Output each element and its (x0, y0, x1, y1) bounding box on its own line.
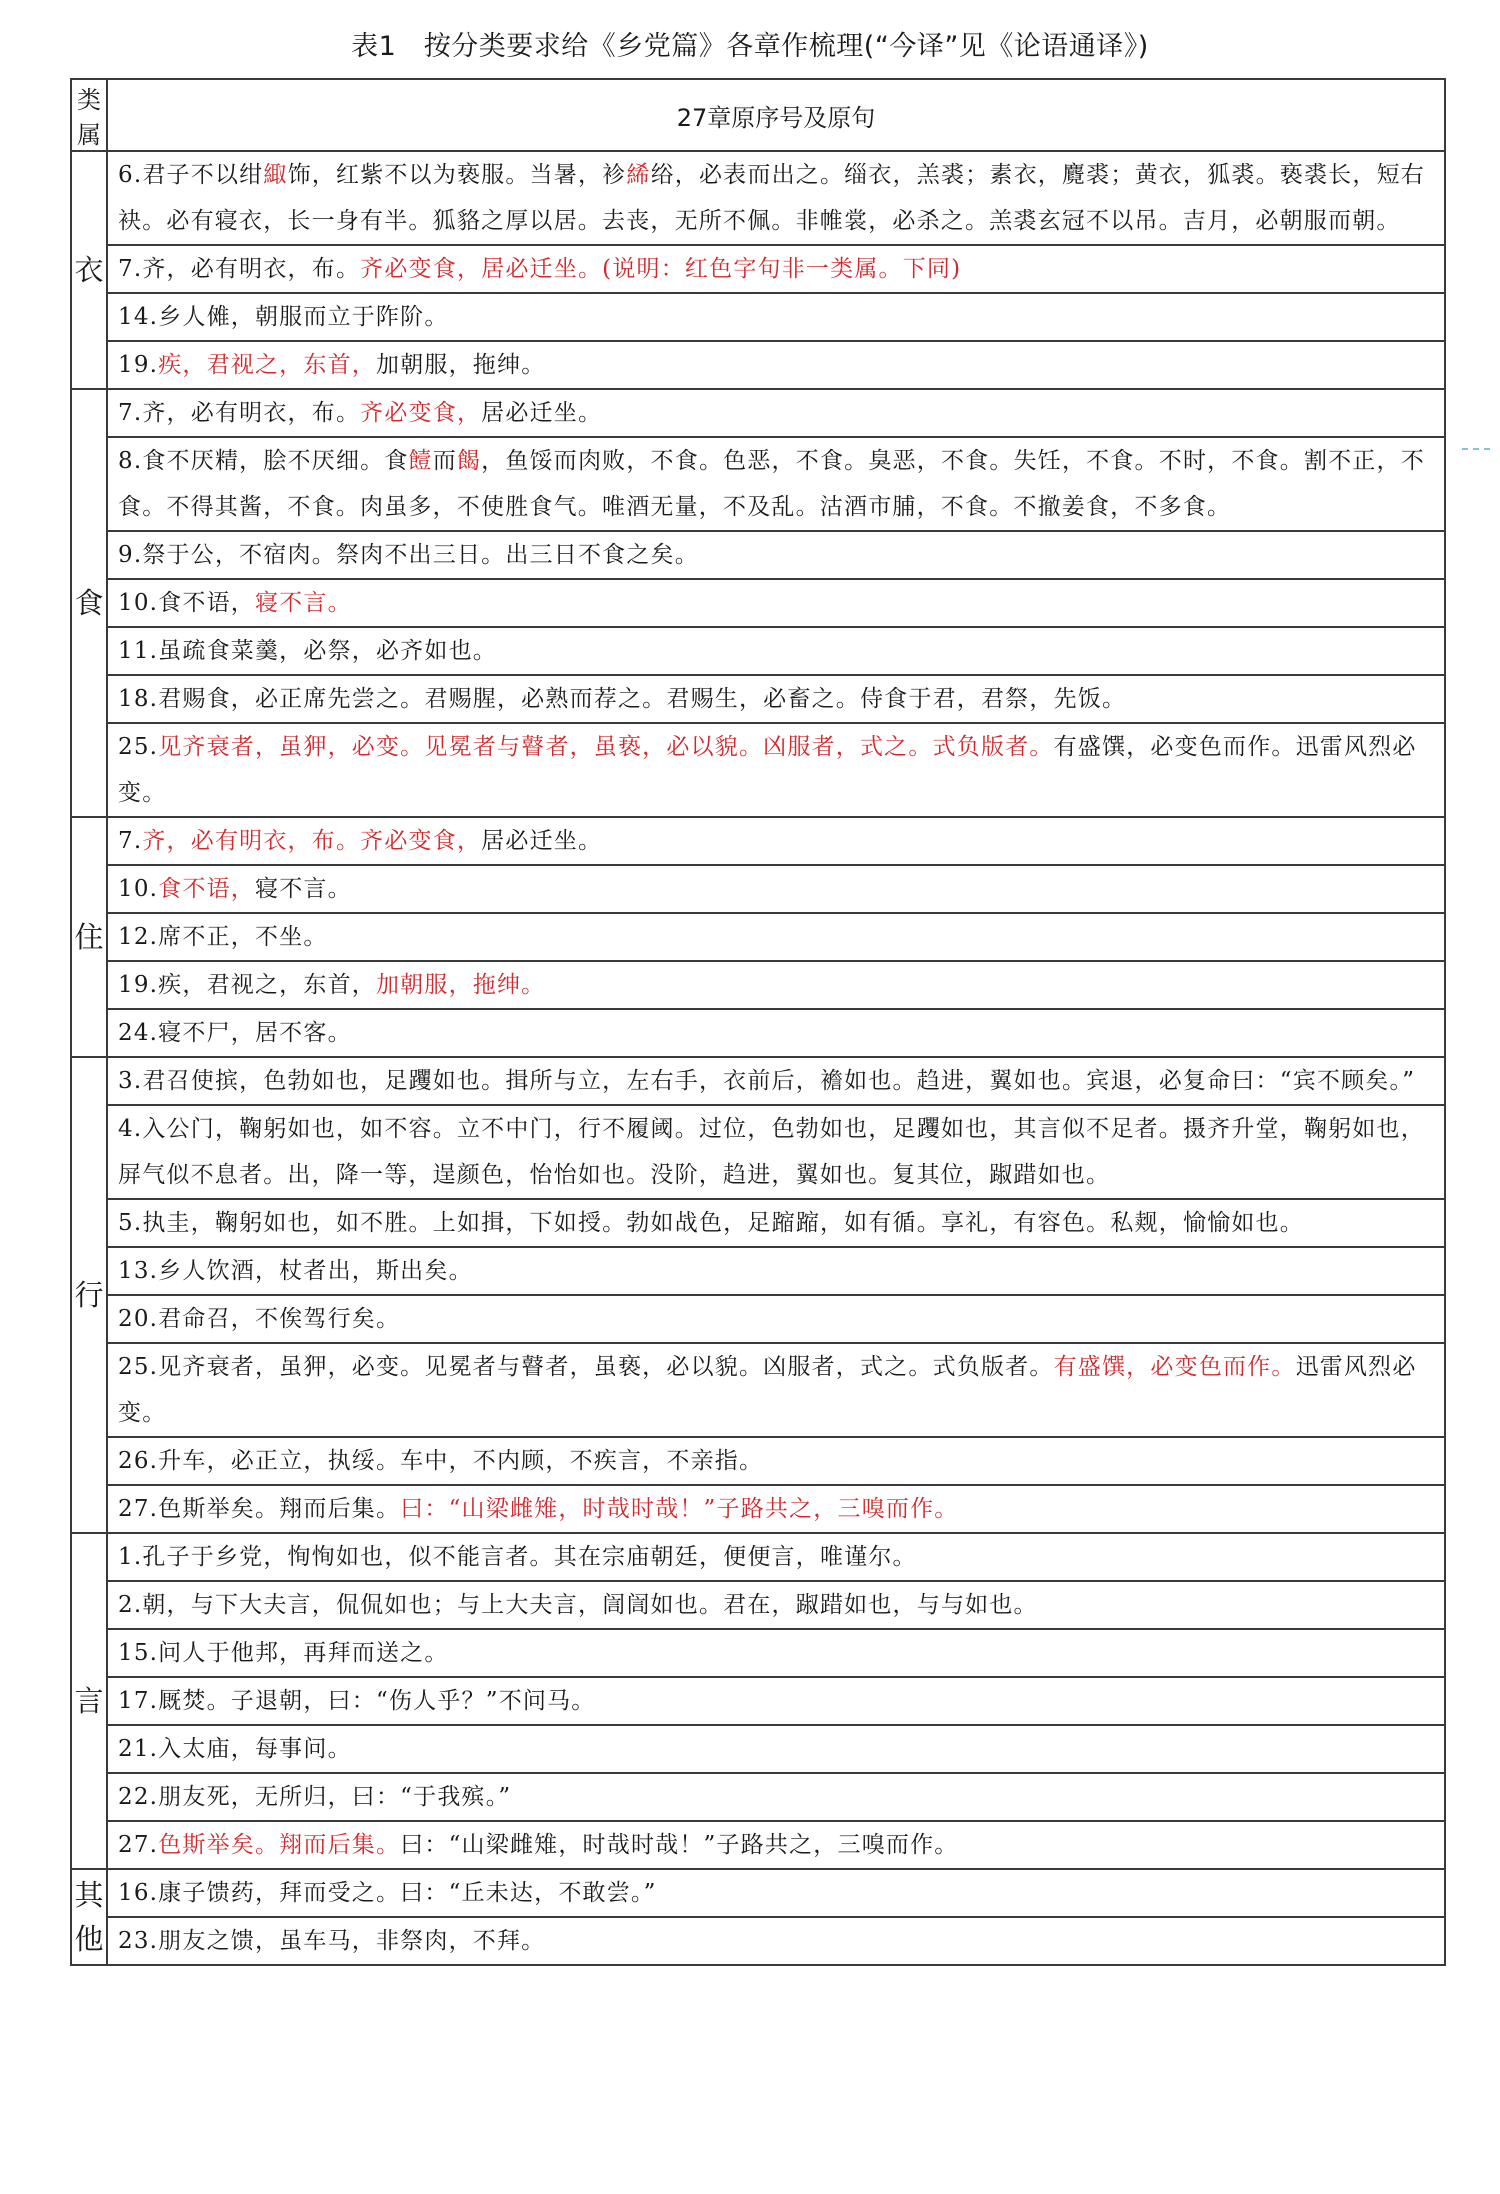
table-row (71, 1581, 1445, 1629)
chapter-text-cell (107, 913, 1445, 961)
table-row (71, 1437, 1445, 1485)
header-category: 类属 (71, 79, 107, 151)
text-segment: 27. (118, 1832, 159, 1858)
category-cell (71, 1057, 107, 1533)
chapter-text-cell (107, 1821, 1445, 1869)
category-label: 住 (74, 920, 104, 954)
category-cell (71, 389, 107, 817)
category-label: 行 (74, 1278, 104, 1312)
chapter-text-cell (107, 865, 1445, 913)
chapter-text-cell (107, 1917, 1445, 1965)
chapter-text-cell (107, 1773, 1445, 1821)
text-segment: 而 (432, 448, 457, 474)
chapter-text-cell (107, 1581, 1445, 1629)
chapter-text-cell (107, 1725, 1445, 1773)
text-segment: 25.见齐衰者，虽狎，必变。见冕者与瞽者，虽亵，必以貌。凶服者，式之。式负版者。 (118, 1354, 1054, 1380)
text-segment: 迅雷风烈必变。 (118, 1354, 1417, 1426)
highlighted-text-segment: 有盛馔，必变色而作。 (1053, 1354, 1296, 1380)
table-row (71, 675, 1445, 723)
table-row (71, 723, 1445, 817)
text-segment: 2.朝，与下大夫言，侃侃如也；与上大夫言，訚訚如也。君在，踧踖如也，与与如也。 (118, 1592, 1038, 1618)
table-body (71, 151, 1445, 1965)
table-title: 表1 按分类要求给《乡党篇》各章作梳理(“今译”见《论语通译》) (351, 31, 1149, 62)
chapter-text-cell (107, 437, 1445, 531)
text-segment: 6.君子不以绀 (118, 162, 264, 188)
text-segment: 25. (118, 734, 159, 760)
chapter-text-cell (107, 961, 1445, 1009)
table-row (71, 1485, 1445, 1533)
table-row (71, 341, 1445, 389)
text-segment: 17.厩焚。子退朝，曰：“伤人乎？”不问马。 (118, 1688, 596, 1714)
text-segment: 居必迁坐。 (481, 400, 603, 426)
table-row (71, 1105, 1445, 1199)
chapter-text-cell (107, 1629, 1445, 1677)
text-segment: 22.朋友死，无所归，曰：“于我殡。” (118, 1784, 512, 1810)
chapter-text-cell (107, 1677, 1445, 1725)
classification-table (70, 78, 1446, 1966)
table-row (71, 293, 1445, 341)
table-row (71, 1199, 1445, 1247)
text-segment: 居必迁坐。 (481, 828, 603, 854)
chapter-text-cell (107, 1247, 1445, 1295)
category-cell (71, 1869, 107, 1965)
table-row (71, 245, 1445, 293)
highlighted-text-segment: 齐必变食， (360, 400, 482, 426)
text-segment: 5.执圭，鞠躬如也，如不胜。上如揖，下如授。勃如战色，足蹜蹜，如有循。享礼，有容色。私觌，愉愉如也。 (118, 1210, 1304, 1236)
highlighted-text-segment: 食不语， (158, 876, 255, 902)
table-row (71, 389, 1445, 437)
chapter-text-cell (107, 245, 1445, 293)
margin-dash-mark (1462, 448, 1490, 450)
table-row (71, 1869, 1445, 1917)
text-segment: 1.孔子于乡党，恂恂如也，似不能言者。其在宗庙朝廷，便便言，唯谨尔。 (118, 1544, 917, 1570)
text-segment: 16.康子馈药，拜而受之。曰：“丘未达，不敢尝。” (118, 1880, 657, 1906)
text-segment: 18.君赐食，必正席先尝之。君赐腥，必熟而荐之。君赐生，必畜之。侍食于君，君祭，先饭。 (118, 686, 1127, 712)
category-label: 食 (74, 586, 104, 620)
highlighted-text-segment: 饐 (408, 448, 433, 474)
text-segment: 12.席不正，不坐。 (118, 924, 328, 950)
category-cell (71, 817, 107, 1057)
header-chapters: 27章原序号及原句 (107, 79, 1445, 151)
highlighted-text-segment: 緅 (263, 162, 288, 188)
text-segment: 15.问人于他邦，再拜而送之。 (118, 1640, 449, 1666)
highlighted-text-segment: 絺 (626, 162, 651, 188)
text-segment: 4.入公门，鞠躬如也，如不容。立不中门，行不履阈。过位，色勃如也，足躩如也，其言似不足者。摄齐升堂，鞠躬如也，屏气似不息者。出，降一等，逞颜色，怡怡如也。没阶，趋进，翼如也。复其位，踧踖如也。 (118, 1116, 1425, 1188)
highlighted-text-segment: 寝不言。 (254, 590, 352, 616)
table-row (71, 1057, 1445, 1105)
table-row (71, 1917, 1445, 1965)
chapter-text-cell (107, 341, 1445, 389)
text-segment: 8.食不厌精，脍不厌细。食 (118, 448, 409, 474)
table-row (71, 151, 1445, 245)
text-segment: 24.寝不尸，居不客。 (118, 1020, 352, 1046)
chapter-text-cell (107, 1869, 1445, 1917)
text-segment: 饰，红紫不以为亵服。当暑，袗 (287, 162, 627, 188)
table-row (71, 817, 1445, 865)
chapter-text-cell (107, 1057, 1445, 1105)
chapter-text-cell (107, 389, 1445, 437)
table-row (71, 1533, 1445, 1581)
text-segment: 7. (118, 828, 143, 854)
table-row (71, 961, 1445, 1009)
text-segment: 9.祭于公，不宿肉。祭肉不出三日。出三日不食之矣。 (118, 542, 699, 568)
table-row (71, 865, 1445, 913)
text-segment: 10. (118, 876, 159, 902)
highlighted-text-segment: 色斯举矣。翔而后集。 (158, 1832, 401, 1858)
category-cell (71, 151, 107, 389)
table-row (71, 1821, 1445, 1869)
table-row (71, 531, 1445, 579)
highlighted-text-segment: 齐，必有明衣，布。齐必变食， (142, 828, 482, 854)
category-label: 言 (74, 1684, 104, 1718)
table-row (71, 579, 1445, 627)
text-segment: ，鱼馁而肉败，不食。色恶，不食。臭恶，不食。失饪，不食。不时，不食。割不正，不食。不得其酱，不食。肉虽多，不使胜食气。唯酒无量，不及乱。沽酒市脯，不食。不撤姜食，不多食。 (118, 448, 1425, 520)
chapter-text-cell (107, 1437, 1445, 1485)
table-row (71, 1725, 1445, 1773)
table-row (71, 627, 1445, 675)
table-row (71, 1247, 1445, 1295)
highlighted-text-segment: 曰：“山梁雌雉，时哉时哉！”子路共之，三嗅而作。 (400, 1496, 959, 1522)
text-segment: 27.色斯举矣。翔而后集。 (118, 1496, 401, 1522)
table-row (71, 437, 1445, 531)
table-row (71, 1009, 1445, 1057)
text-segment: 19. (118, 352, 159, 378)
text-segment: 有盛馔，必变色而作。迅雷风烈必变。 (118, 734, 1417, 806)
category-label: 衣 (74, 253, 104, 287)
table-header-row (71, 79, 1445, 151)
highlighted-text-segment: 餲 (456, 448, 482, 474)
text-segment: 曰：“山梁雌雉，时哉时哉！”子路共之，三嗅而作。 (400, 1832, 959, 1858)
text-segment: 7.齐，必有明衣，布。 (118, 256, 361, 282)
chapter-text-cell (107, 1009, 1445, 1057)
chapter-text-cell (107, 1485, 1445, 1533)
chapter-text-cell (107, 1295, 1445, 1343)
chapter-text-cell (107, 817, 1445, 865)
chapter-text-cell (107, 1343, 1445, 1437)
highlighted-text-segment: 齐必变食，居必迁坐。(说明：红色字句非一类属。下同) (360, 256, 962, 282)
chapter-text-cell (107, 723, 1445, 817)
chapter-text-cell (107, 579, 1445, 627)
category-cell (71, 1533, 107, 1869)
category-label: 其他 (74, 1878, 104, 1956)
chapter-text-cell (107, 531, 1445, 579)
table-row (71, 1773, 1445, 1821)
table-row (71, 1677, 1445, 1725)
text-segment: 21.入太庙，每事问。 (118, 1736, 352, 1762)
text-segment: 23.朋友之馈，虽车马，非祭肉，不拜。 (118, 1928, 546, 1954)
text-segment: 13.乡人饮酒，杖者出，斯出矣。 (118, 1258, 473, 1284)
table-row (71, 1343, 1445, 1437)
table-row (71, 1295, 1445, 1343)
text-segment: 20.君命召，不俟驾行矣。 (118, 1306, 401, 1332)
table-row (71, 913, 1445, 961)
text-segment: 3.君召使摈，色勃如也，足躩如也。揖所与立，左右手，衣前后，襜如也。趋进，翼如也。宾退，必复命曰：“宾不顾矣。” (118, 1068, 1416, 1094)
text-segment: 7.齐，必有明衣，布。 (118, 400, 361, 426)
chapter-text-cell (107, 627, 1445, 675)
text-segment: 26.升车，必正立，执绥。车中，不内顾，不疾言，不亲指。 (118, 1448, 764, 1474)
text-segment: 绤，必表而出之。缁衣，羔裘；素衣，麑裘；黄衣，狐裘。亵裘长，短右袂。必有寝衣，长一身有半。狐貉之厚以居。去丧，无所不佩。非帷裳，必杀之。羔裘玄冠不以吊。吉月，必朝服而朝。 (118, 162, 1425, 234)
chapter-text-cell (107, 1105, 1445, 1199)
text-segment: 14.乡人傩，朝服而立于阼阶。 (118, 304, 449, 330)
chapter-text-cell (107, 675, 1445, 723)
chapter-text-cell (107, 151, 1445, 245)
text-segment: 寝不言。 (255, 876, 352, 902)
highlighted-text-segment: 疾，君视之，东首， (158, 352, 376, 378)
chapter-text-cell (107, 1199, 1445, 1247)
table-row (71, 1629, 1445, 1677)
text-segment: 加朝服，拖绅。 (376, 352, 546, 378)
chapter-text-cell (107, 293, 1445, 341)
text-segment: 10.食不语， (118, 590, 255, 616)
highlighted-text-segment: 加朝服，拖绅。 (375, 972, 546, 998)
chapter-text-cell (107, 1533, 1445, 1581)
highlighted-text-segment: 见齐衰者，虽狎，必变。见冕者与瞽者，虽亵，必以貌。凶服者，式之。式负版者。 (158, 734, 1054, 760)
text-segment: 19.疾，君视之，东首， (118, 972, 376, 998)
text-segment: 11.虽疏食菜羹，必祭，必齐如也。 (118, 638, 497, 664)
